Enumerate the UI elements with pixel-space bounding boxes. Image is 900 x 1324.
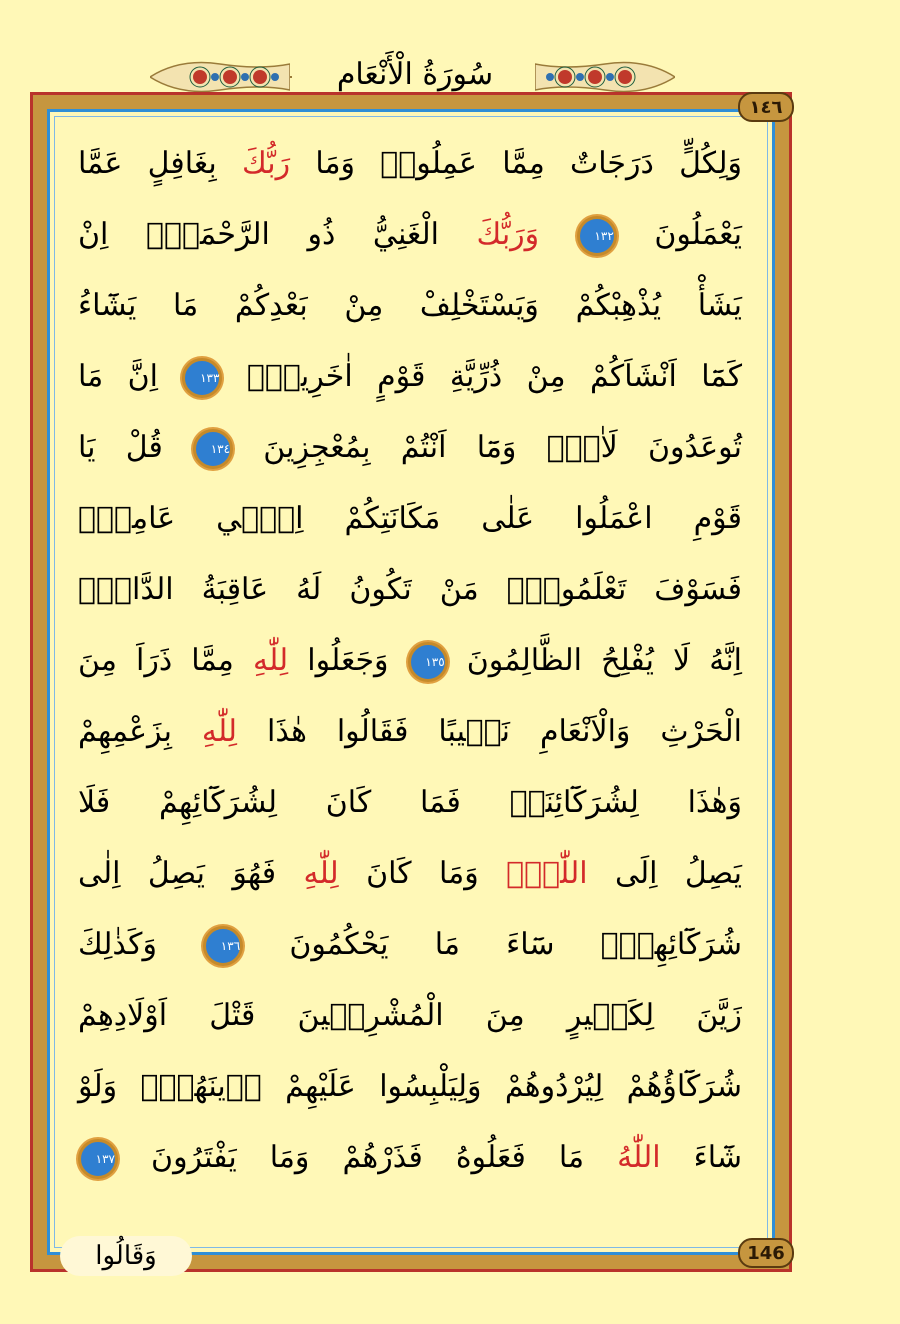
text-segment: كَمَٓا اَنْشَاَكُمْ مِنْ ذُرِّيَّةِ قَوْمٍ اٰخَرِينَۜ bbox=[222, 359, 742, 394]
text-segment: وَكَذٰلِكَ bbox=[78, 927, 204, 962]
text-line bbox=[78, 1128, 742, 1188]
text-segment: بِزَعْمِهِمْ bbox=[78, 714, 202, 749]
text-line bbox=[78, 773, 742, 833]
text-line bbox=[78, 631, 742, 691]
ayah-marker-icon: ١٣٢ bbox=[577, 216, 617, 256]
text-line bbox=[78, 134, 742, 194]
text-segment: شَٓاءَ bbox=[660, 1140, 742, 1175]
text-segment: الْغَنِيُّ ذُو الرَّحْمَةِۜ اِنْ bbox=[78, 217, 477, 252]
text-line bbox=[78, 844, 742, 904]
text-line bbox=[78, 276, 742, 336]
text-segment: اِنَّ مَا bbox=[78, 359, 183, 394]
text-segment: يَشَأْ يُذْهِبْكُمْ وَيَسْتَخْلِفْ مِنْ بَعْدِكُمْ مَا يَشَٓاءُ bbox=[78, 288, 742, 323]
text-segment: اِنَّهُ لَا يُفْلِحُ الظَّالِمُونَ bbox=[447, 643, 743, 678]
text-segment: يَعْمَلُونَ bbox=[616, 217, 742, 252]
text-segment: يَصِلُ اِلَى bbox=[587, 856, 742, 891]
text-segment: وَجَعَلُوا bbox=[288, 643, 408, 678]
text-segment: الْحَرْثِ وَالْاَنْعَامِ نَص۪يبًا فَقَالُوا هٰذَا bbox=[237, 714, 742, 749]
divine-name: رَبُّكَ bbox=[241, 146, 291, 181]
ornament-right-icon bbox=[535, 58, 675, 96]
text-segment: قَوْمِ اعْمَلُوا عَلٰى مَكَانَتِكُمْ اِنّ۪ي عَامِلٌۚ bbox=[78, 501, 742, 536]
page-number-top: ١٤٦ bbox=[738, 92, 794, 122]
text-segment: شُرَكَٓائِهِمْۜ سَٓاءَ مَا يَحْكُمُونَ bbox=[243, 927, 742, 962]
text-line bbox=[78, 986, 742, 1046]
text-line bbox=[78, 702, 742, 762]
text-segment: وَمَا كَانَ bbox=[338, 856, 507, 891]
text-segment: مَا فَعَلُوهُ فَذَرْهُمْ وَمَا يَفْتَرُونَ bbox=[118, 1140, 618, 1175]
divine-name: وَرَبُّكَ bbox=[476, 217, 540, 252]
text-segment: بِغَافِلٍ عَمَّا bbox=[78, 146, 242, 181]
text-line bbox=[78, 418, 742, 478]
text-line bbox=[78, 560, 742, 620]
text-segment: قُلْ يَا bbox=[78, 430, 194, 465]
ayah-marker-icon: ١٣٤ bbox=[193, 429, 233, 469]
text-line bbox=[78, 489, 742, 549]
ayah-marker-icon: ١٣٦ bbox=[203, 926, 243, 966]
divine-name: لِلّٰهِ bbox=[303, 856, 339, 891]
ayah-marker-icon: ١٣٣ bbox=[182, 358, 222, 398]
ayah-marker-icon: ١٣٥ bbox=[408, 642, 448, 682]
text-segment: وَهٰذَا لِشُرَكَٓائِنَاۚ فَمَا كَانَ لِشُرَكَٓائِهِمْ فَلَا bbox=[78, 785, 742, 820]
surah-title: سُورَةُ الْأَنْعَامِ bbox=[336, 57, 494, 92]
text-segment: وَلِكُلٍّ دَرَجَاتٌ مِمَّا عَمِلُواۜ وَمَا bbox=[290, 146, 742, 181]
text-segment: مِمَّا ذَرَاَ مِنَ bbox=[78, 643, 253, 678]
divine-name: لِلّٰهِ bbox=[201, 714, 238, 749]
divine-name: اللّٰهِۚ bbox=[506, 856, 588, 891]
text-segment: فَهُوَ يَصِلُ اِلٰى bbox=[78, 856, 304, 891]
text-line bbox=[78, 1057, 742, 1117]
ornament-left-icon bbox=[150, 58, 290, 96]
text-line bbox=[78, 915, 742, 975]
ayah-marker-icon: ١٣٧ bbox=[78, 1139, 118, 1179]
divine-name: لِلّٰهِ bbox=[252, 643, 289, 678]
text-segment: فَسَوْفَ تَعْلَمُونَۙ مَنْ تَكُونُ لَهُ عَاقِبَةُ الدَّارِۜ bbox=[78, 572, 742, 607]
catchword: وَقَالُوا bbox=[60, 1236, 192, 1276]
text-segment: زَيَّنَ لِكَث۪يرٍ مِنَ الْمُشْرِك۪ينَ قَتْلَ اَوْلَادِهِمْ bbox=[78, 998, 742, 1033]
page-number-bottom: 146 bbox=[738, 1238, 794, 1268]
divine-name: اللّٰهُ bbox=[617, 1140, 661, 1175]
text-segment: تُوعَدُونَ لَاٰتٍۙ وَمَٓا اَنْتُمْ بِمُعْجِزِينَ bbox=[233, 430, 743, 465]
text-segment: شُرَكَٓاؤُهُمْ لِيُرْدُوهُمْ وَلِيَلْبِسُوا عَلَيْهِمْ د۪ينَهُمْۜ وَلَوْ bbox=[78, 1069, 742, 1104]
text-line bbox=[78, 205, 742, 265]
text-line bbox=[78, 347, 742, 407]
text-segment bbox=[539, 217, 577, 252]
